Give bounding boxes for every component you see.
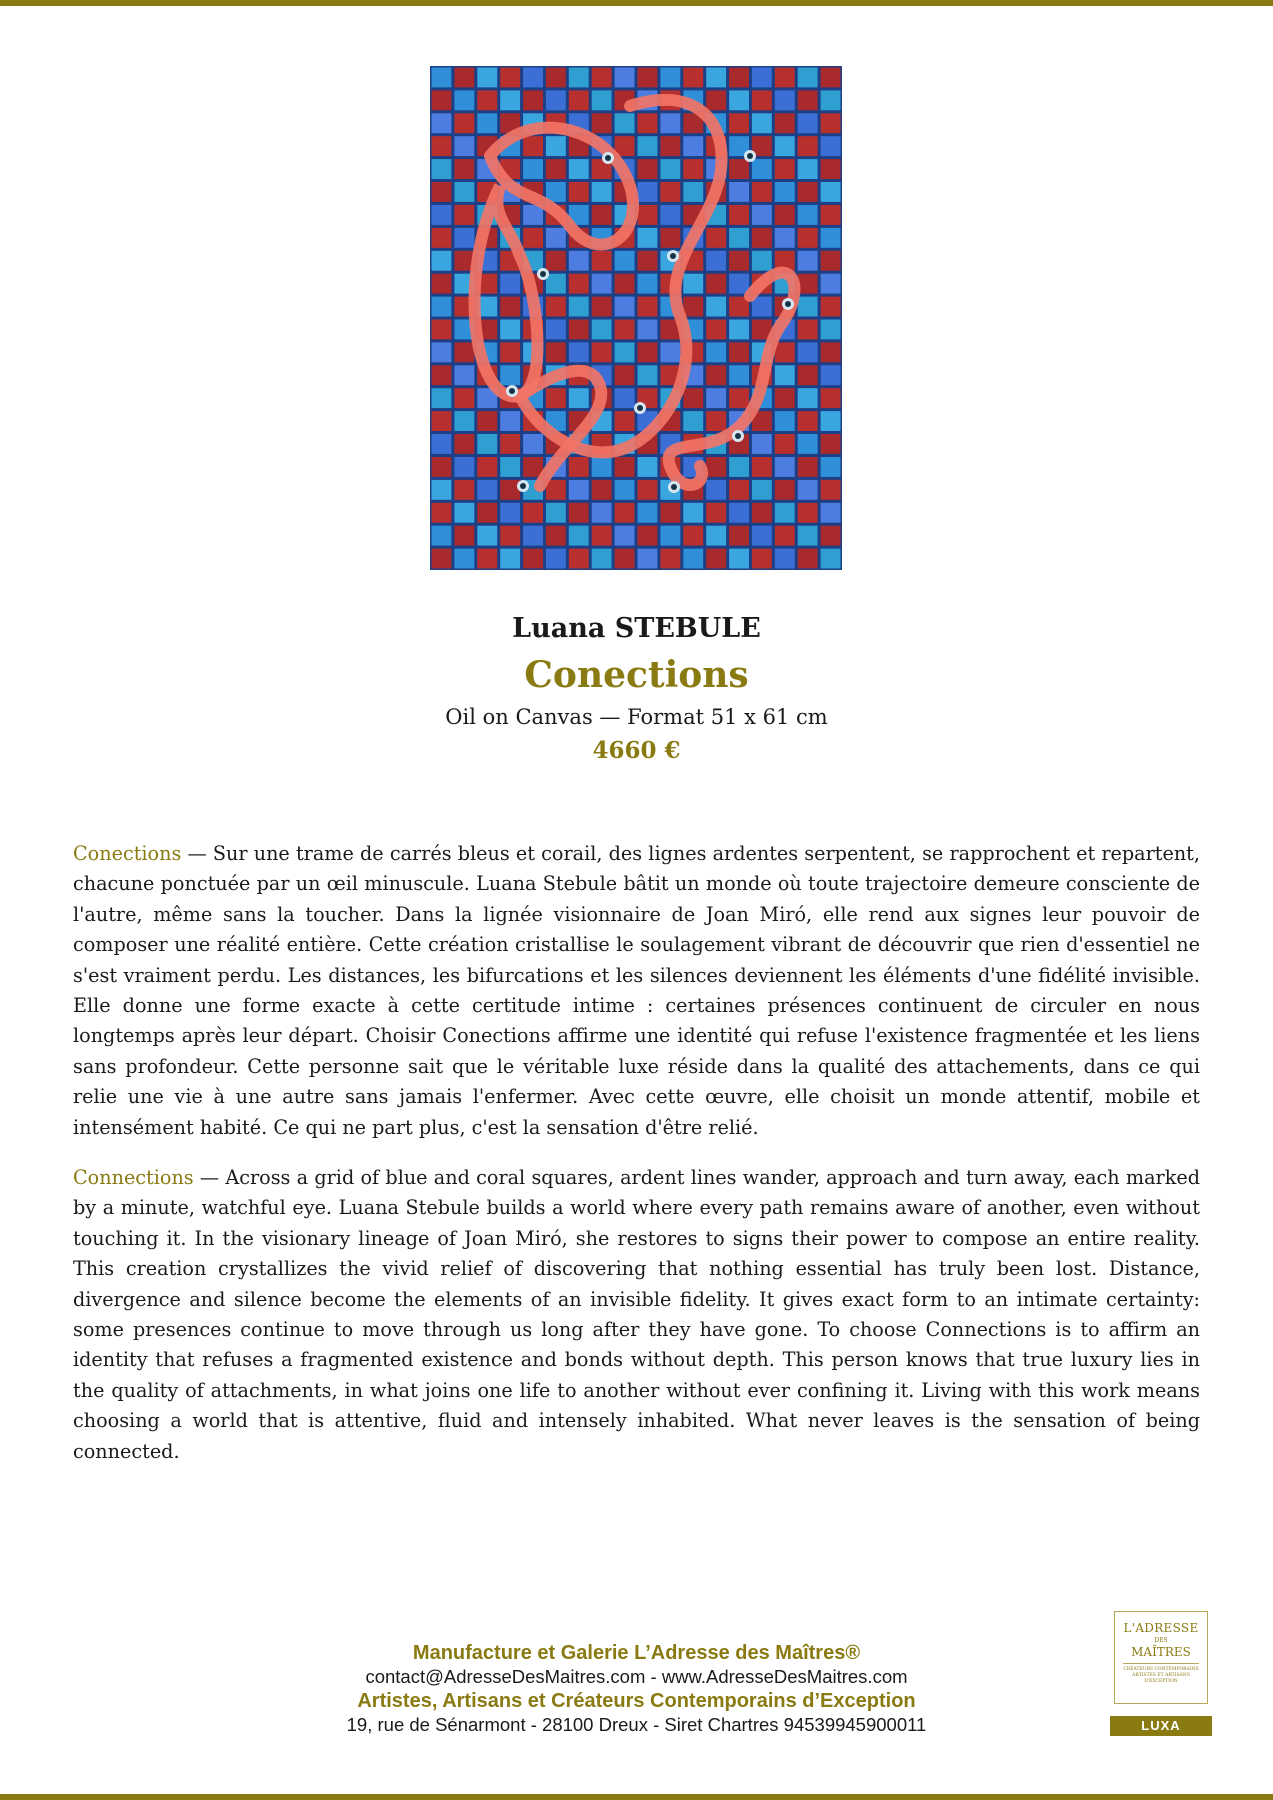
gallery-logo bbox=[1114, 1611, 1208, 1704]
top-border bbox=[0, 0, 1273, 6]
logo-rule bbox=[1123, 1663, 1199, 1664]
luxa-badge: LUXA bbox=[1110, 1716, 1212, 1736]
description-french-lead: Conections bbox=[73, 842, 182, 865]
description-english bbox=[73, 1163, 1200, 1467]
description-french bbox=[73, 839, 1200, 1143]
artwork-price: 4660 € bbox=[592, 737, 681, 764]
footer-gallery-name: Manufacture et Galerie L’Adresse des Maîtres® bbox=[412, 1642, 861, 1664]
description-english-lead: Connections bbox=[73, 1166, 194, 1189]
footer-tagline: Artistes, Artisans et Créateurs Contemporains d’Exception bbox=[357, 1690, 916, 1712]
logo-line3: MAÎTRES bbox=[1131, 1645, 1191, 1659]
footer-contact: contact@AdresseDesMaitres.com - www.AdresseDesMaitres.com bbox=[365, 1666, 908, 1687]
artwork-image bbox=[430, 66, 842, 570]
artwork-title: Conections bbox=[524, 654, 749, 696]
logo-tagline: CRÉATEURS CONTEMPORAINS ARTISTES ET ARTISANS D'EXCEPTION bbox=[1123, 1667, 1199, 1684]
artwork-medium: Oil on Canvas — Format 51 x 61 cm bbox=[445, 705, 828, 729]
gallery-footer bbox=[200, 1641, 1073, 1737]
description-french-body: — Sur une trame de carrés bleus et corail, des lignes ardentes serpentent, se rapprochent et repartent, chacune ponctuée par un œil minuscule. Luana Stebule bâtit un monde où toute trajectoire demeure consciente de l'autre, même sans la toucher. Dans la lignée visionnaire de Joan Miró, elle rend aux signes leur pouvoir de composer une réalité entière. Cette création cristallise le soulagement vibrant de découvrir que rien d'essentiel ne s'est vraiment perdu. Les distances, les bifurcations et les silences deviennent les éléments d'une fidélité invisible. Elle donne une forme exacte à cette certitude intime : certaines présences continuent de circuler en nous longtemps après leur départ. Choisir Conections affirme une identité qui refuse l'existence fragmentée et les liens sans profondeur. Cette personne sait que le véritable luxe réside dans la qualité des attachements, dans ce qui relie une vie à une autre sans jamais l'enfermer. Avec cette œuvre, elle choisit un monde attentif, mobile et intensément habité. Ce qui ne part plus, c'est la sensation d'être relié. bbox=[73, 842, 1200, 1139]
description-english-body: — Across a grid of blue and coral squares, ardent lines wander, approach and turn away, each marked by a minute, watchful eye. Luana Stebule builds a world where every path remains aware of another, even without touching it. In the visionary lineage of Joan Miró, she restores to signs their power to compose an entire reality. This creation crystallizes the vivid relief of discovering that nothing essential has truly been lost. Distance, divergence and silence become the elements of an invisible fidelity. It gives exact form to an intimate certainty: some presences continue to move through us long after they have gone. To choose Connections is to affirm an identity that refuses a fragmented existence and bonds without depth. This person knows that true luxury lies in the quality of attachments, in what joins one life to another without ever confining it. Living with this work means choosing a world that is attentive, fluid and intensely inhabited. What never leaves is the sensation of being connected. bbox=[73, 1166, 1200, 1463]
bottom-border bbox=[0, 1794, 1273, 1800]
artist-name: Luana STEBULE bbox=[512, 613, 761, 644]
footer-address: 19, rue de Sénarmont - 28100 Dreux - Siret Chartres 94539945900011 bbox=[346, 1714, 927, 1735]
logo-line2: DES bbox=[1154, 1637, 1168, 1644]
logo-line1: L'ADRESSE bbox=[1123, 1621, 1199, 1635]
